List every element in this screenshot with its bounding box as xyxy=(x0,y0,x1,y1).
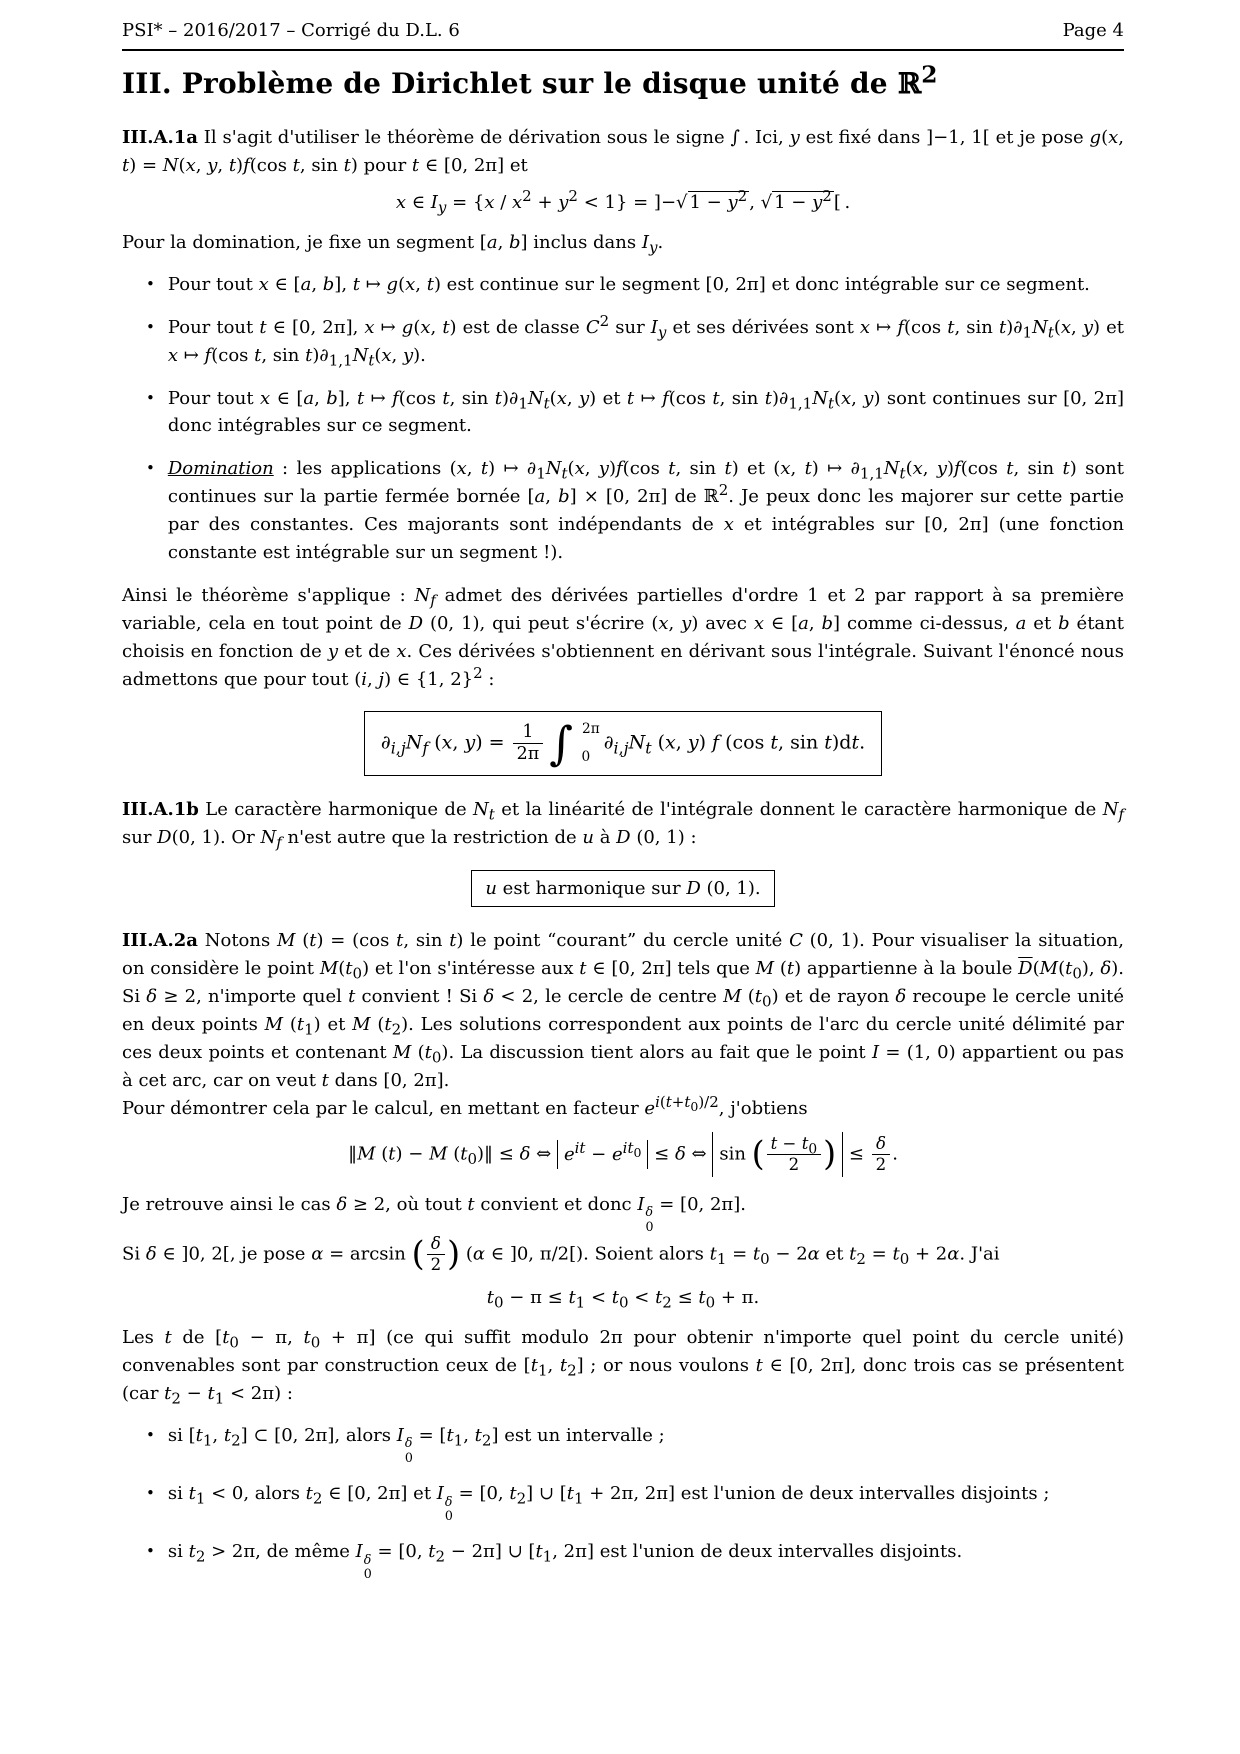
equation-interval-Iy: x ∈ $I_y = \{x / x^2 + y^2 < 1\}$ = ]−√ $1 - y^2$ , √ $1 - y^2$ [ . xyxy=(395,186,851,217)
equation-distance-condition: ‖M (t) − M $(t_0)‖ \le \delta$ ⇔ $e^{it} - e^{it_0} \le \delta$ ⇔ sin ( $\frac{t - t_0}{2}$ ) ≤ $\frac{\delta}{2}$ . xyxy=(122,1132,1124,1177)
bullet-item-continuity xyxy=(146,271,1124,299)
header-page-number: Page 4 xyxy=(1062,20,1124,41)
para-a2a-intro: III.A.2a Notons M (t) = (cos t, sin t) le point “courant” du cercle unité C (0, 1). Pour visualiser la situation, on considère le point $M(t_0)$ et l'on s'intéresse aux t ∈ [0, 2π] tels que M (t) appartienne à la boule $\overline{D}(M(t_0)$, δ). Si δ ≥ 2, n'importe quel t convient ! Si δ < 2, le cercle de centre M $(t_0)$ et de rayon δ recoupe le cercle unité en deux points M $(t_1)$ et M $(t_2)$. Les solutions correspondent aux points de l'arc du cercle unité délimité par ces deux points et contenant M $(t_0)$. La discussion tient alors au fait que le point I = (1, 0) appartient ou pas à cet arc, car on veut t dans [0, 2π]. Pour démontrer cela par le calcul, en mettant en facteur $e^{i(t+t_0)/2}$, j'obtiens xyxy=(122,930,1125,1119)
boxed-equation-derivative-wrap xyxy=(122,711,1124,776)
bullet-list-three-cases xyxy=(146,1422,1124,1582)
bullet-icon: • xyxy=(146,274,155,293)
bullet-icon: • xyxy=(146,1542,155,1561)
bullet-list-domination xyxy=(146,271,1124,567)
bullet-text: si [$t_1$, $t_2$] ⊂ [0, 2π], alors I δ 0 = [$t_1$, $t_2$] est un intervalle ; xyxy=(167,1424,665,1465)
bullet-item-class-c2 xyxy=(146,311,1124,370)
header-course-label: PSI* – 2016/2017 – Corrigé du D.L. 6 xyxy=(122,20,460,41)
boxed-statement-harmonic-wrap xyxy=(122,870,1124,907)
bullet-icon: • xyxy=(146,388,155,407)
bullet-text: Pour tout x ∈ [a, b], t ↦ g(x, t) est continue sur le segment [0, 2π] et donc intégrable sur ce segment. xyxy=(167,273,1090,295)
bullet-icon: • xyxy=(146,317,155,336)
header-rule xyxy=(122,49,1124,51)
boxed-statement-harmonic: u est harmonique sur D (0, 1). xyxy=(471,870,774,907)
para-a1a-intro: III.A.1a Il s'agit d'utiliser le théorème de dérivation sous le signe ∫ . Ici, y est fixé dans ]−1, 1[ et je pose g(x, t) = N(x, y, t)f(cos t, sin t) pour t ∈ [0, 2π] et xyxy=(122,127,1124,176)
bullet-icon: • xyxy=(146,1484,155,1503)
bullet-item-derivatives-continuous xyxy=(146,385,1124,441)
equation-t-ordering: $t_0 - \pi \le t_1 < t_0 < t_2 \le t_0 + \pi$. xyxy=(486,1287,760,1312)
para-a1b: III.A.1b Le caractère harmonique de $N_t$ et la linéarité de l'intégrale donnent le caractère harmonique de $N_f$ sur D(0, 1). Or $N_f$ n'est autre que la restriction de u à D (0, 1) : xyxy=(122,799,1124,852)
page-header xyxy=(122,20,1124,49)
bullet-text: si $t_2 > 2\pi$, de même I δ 0 = [0, $t_2 - 2\pi$] ∪ [$t_1$, 2π] est l'union de deux intervalles disjoints. xyxy=(167,1541,963,1582)
bullet-text: Pour tout x ∈ [a, b], t ↦ f(cos t, $\sin t)\partial_1N_t(x$, y) et t ↦ f(cos t, $\sin t)\partial_{1,1}N_t(x$, y) sont continues sur [0, 2π] donc intégrables sur ce segment. xyxy=(167,387,1124,437)
bullet-item-domination xyxy=(146,455,1124,567)
bullet-icon: • xyxy=(146,459,155,478)
bullet-item-case-t1-negative xyxy=(146,1480,1124,1523)
para-theorem-applies: Ainsi le théorème s'applique : $N_f$ admet des dérivées partielles d'ordre 1 et 2 par rapport à sa première variable, cela en tout point de D (0, 1), qui peut s'écrire (x, y) avec x ∈ [a, b] comme ci-dessus, a et b étant choisis en fonction de y et de x. Ces dérivées s'obtiennent en dérivant sous l'intégrale. Suivant l'énoncé nous admettons que pour tout (i, j) ∈ {1, 2}$^2$ : xyxy=(122,584,1125,690)
bullet-item-case-t2-large xyxy=(146,1538,1124,1581)
para-three-cases: Les t de [$t_0 - \pi$, $t_0 + \pi$] (ce qui suffit modulo 2π pour obtenir n'importe quel point du cercle unité) convenables sont par construction ceux de [$t_1$, $t_2$] ; or nous voulons t ∈ [0, 2π], donc trois cas se présentent (car $t_2 - t_1 < 2\pi$) : xyxy=(122,1327,1125,1408)
para-delta-cases: Je retrouve ainsi le cas δ ≥ 2, où tout t convient et donc I δ 0 = [0, 2π]. Si δ ∈ ]0, 2[, je pose α = arcsin ( $\frac{\delta}{2}$ ) (α ∈ ]0, π/2[). Soient alors $t_1 = t_0 - 2\alpha$ et $t_2 = t_0 + 2\alpha$. J'ai xyxy=(122,1194,1000,1275)
section-title: III. Problème de Dirichlet sur le disque unité de ℝ$^2$ xyxy=(122,60,938,100)
bullet-text: si $t_1 < 0$, alors $t_2$ ∈ [0, 2π] et I δ 0 = [0, $t_2$] ∪ [$t_1 + 2\pi$, 2π] est l'union de deux intervalles disjoints ; xyxy=(167,1483,1050,1523)
para-domination-setup: Pour la domination, je fixe un segment [a, b] inclus dans $I_y$. xyxy=(122,231,664,257)
bullet-text: Pour tout t ∈ [0, 2π], x ↦ g(x, t) est de classe $C^2$ sur $I_y$ et ses dérivées sont x ↦ f(cos t, $\sin t)\partial_1N_t(x$, y) et x ↦ f(cos t, $\sin t)\partial_{1,1}N_t(x$, y). xyxy=(167,311,1124,370)
bullet-text: Domination : les applications (x, t) ↦ $\partial_1N_t(x$, y)f(cos t, sin t) et (x, t) ↦ $\partial_{1,1}N_t(x$, y)f(cos t, sin t) sont continues sur la partie fermée bornée [a, b] × [0, 2π] de ℝ$^2$. Je peux donc les majorer sur cette partie par des constantes. Ces majorants sont indépendants de x et intégrables sur [0, 2π] (une fonction constante est intégrable sur un segment !). xyxy=(167,458,1124,563)
bullet-item-case-interval xyxy=(146,1422,1124,1465)
boxed-equation-derivative: $\partial_{i,j}N_f$ (x, y) = $\frac{1}{2\pi}$ ∫ 2π 0 $\partial_{i,j}N_t$ (x, y) f (cos t, sin t)dt. xyxy=(364,711,882,776)
bullet-icon: • xyxy=(146,1425,155,1444)
